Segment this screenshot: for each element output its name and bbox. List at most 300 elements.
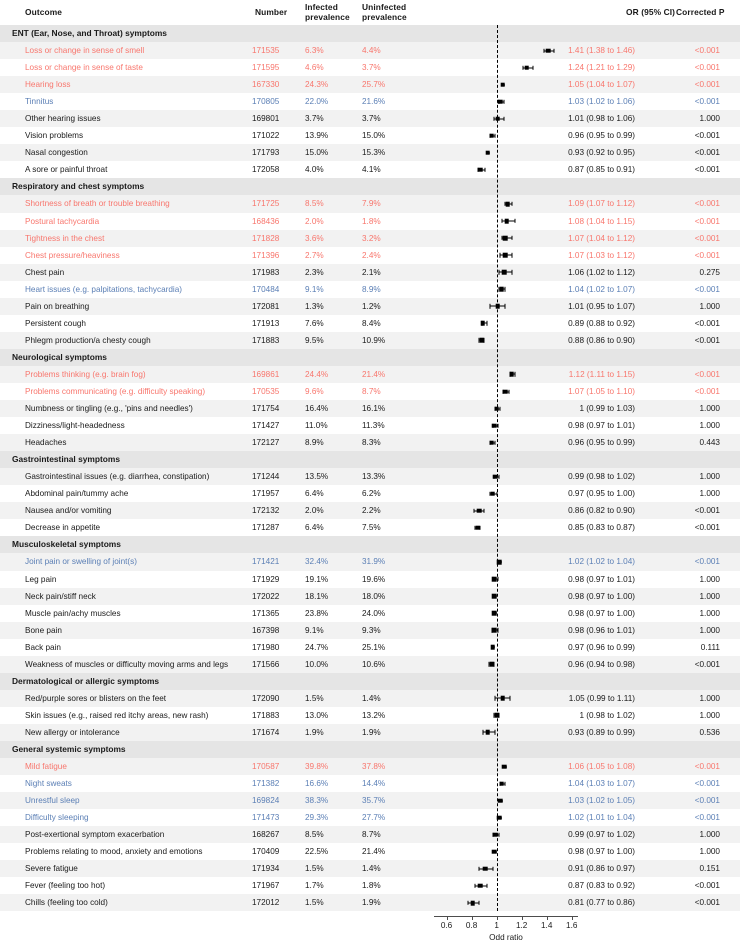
forest-marker-group xyxy=(434,42,578,59)
table-row xyxy=(0,809,740,826)
forest-marker-group xyxy=(434,519,578,536)
row-uninfected-prevalence: 1.4% xyxy=(362,693,381,703)
forest-marker-group xyxy=(434,298,578,315)
row-outcome-label: Gastrointestinal issues (e.g. diarrhea, constipation) xyxy=(25,472,210,482)
row-infected-prevalence: 24.4% xyxy=(305,369,329,379)
table-row xyxy=(0,690,740,707)
row-infected-prevalence: 1.3% xyxy=(305,301,324,311)
row-infected-prevalence: 3.6% xyxy=(305,233,324,243)
forest-marker-group xyxy=(434,553,578,570)
forest-marker-group xyxy=(434,468,578,485)
ci-cap-upper xyxy=(500,406,501,410)
row-corrected-p: 1.000 xyxy=(699,830,720,840)
forest-marker-group xyxy=(434,707,578,724)
row-number: 171473 xyxy=(252,813,280,823)
row-corrected-p: <0.001 xyxy=(694,898,720,908)
forest-marker-group xyxy=(434,434,578,451)
row-corrected-p: <0.001 xyxy=(694,165,720,175)
odds-ratio-point xyxy=(483,867,488,872)
row-uninfected-prevalence: 27.7% xyxy=(362,813,386,823)
odds-ratio-point xyxy=(504,219,509,224)
row-or-ci: 1.04 (1.02 to 1.07) xyxy=(568,284,635,294)
row-or-ci: 0.96 (0.95 to 0.99) xyxy=(568,131,635,141)
row-infected-prevalence: 22.0% xyxy=(305,97,329,107)
row-number: 170805 xyxy=(252,97,280,107)
row-or-ci: 1 (0.99 to 1.03) xyxy=(579,404,635,414)
forest-marker-group xyxy=(434,588,578,605)
row-uninfected-prevalence: 18.0% xyxy=(362,591,386,601)
row-corrected-p: 1.000 xyxy=(699,421,720,431)
row-corrected-p: <0.001 xyxy=(694,131,720,141)
row-corrected-p: <0.001 xyxy=(694,369,720,379)
row-or-ci: 0.97 (0.96 to 0.99) xyxy=(568,642,635,652)
row-uninfected-prevalence: 7.9% xyxy=(362,199,381,209)
row-infected-prevalence: 22.5% xyxy=(305,847,329,857)
row-uninfected-prevalence: 1.8% xyxy=(362,881,381,891)
row-number: 172022 xyxy=(252,591,280,601)
table-row xyxy=(0,843,740,860)
row-outcome-label: Mild fatigue xyxy=(25,762,67,772)
axis-tick-label: 1.4 xyxy=(540,921,553,931)
ci-cap-upper xyxy=(532,65,533,69)
row-number: 171566 xyxy=(252,659,280,669)
row-or-ci: 0.96 (0.94 to 0.98) xyxy=(568,659,635,669)
axis-tick-label: 0.8 xyxy=(465,921,478,931)
row-number: 171365 xyxy=(252,608,280,618)
row-outcome-label: Problems communicating (e.g. difficulty speaking) xyxy=(25,386,206,396)
row-corrected-p: 1.000 xyxy=(699,114,720,124)
row-corrected-p: 1.000 xyxy=(699,404,720,414)
table-row xyxy=(0,502,740,519)
ci-cap-upper xyxy=(511,253,512,257)
row-uninfected-prevalence: 2.1% xyxy=(362,267,381,277)
table-row xyxy=(0,860,740,877)
table-row xyxy=(0,434,740,451)
row-outcome-label: Bone pain xyxy=(25,625,62,635)
row-infected-prevalence: 23.8% xyxy=(305,608,329,618)
column-header-corrected-p: Corrected P xyxy=(676,7,725,17)
section-header-row xyxy=(0,178,740,195)
table-row xyxy=(0,144,740,161)
ci-cap-lower xyxy=(499,270,500,274)
row-or-ci: 0.86 (0.82 to 0.90) xyxy=(568,506,635,516)
odds-ratio-point xyxy=(478,884,483,889)
odds-ratio-point xyxy=(499,781,504,786)
ci-cap-lower xyxy=(501,236,502,240)
row-or-ci: 1.08 (1.04 to 1.15) xyxy=(568,216,635,226)
row-number: 170587 xyxy=(252,762,280,772)
row-or-ci: 0.91 (0.86 to 0.97) xyxy=(568,864,635,874)
odds-ratio-point xyxy=(524,65,529,70)
row-or-ci: 0.99 (0.98 to 1.02) xyxy=(568,472,635,482)
row-outcome-label: Nasal congestion xyxy=(25,148,88,158)
row-infected-prevalence: 16.4% xyxy=(305,404,329,414)
row-outcome-label: Heart issues (e.g. palpitations, tachycardia) xyxy=(25,284,183,294)
row-uninfected-prevalence: 25.1% xyxy=(362,642,386,652)
row-infected-prevalence: 6.4% xyxy=(305,523,324,533)
row-corrected-p: <0.001 xyxy=(694,216,720,226)
row-or-ci: 0.96 (0.95 to 0.99) xyxy=(568,438,635,448)
table-row xyxy=(0,264,740,281)
ci-cap-upper xyxy=(554,48,555,52)
column-header-uninfected-line1: Uninfected xyxy=(362,2,407,12)
row-outcome-label: Night sweats xyxy=(25,779,72,789)
forest-marker-group xyxy=(434,571,578,588)
row-number: 168267 xyxy=(252,830,280,840)
row-outcome-label: Pain on breathing xyxy=(25,301,90,311)
ci-cap-lower xyxy=(494,117,495,121)
row-or-ci: 0.87 (0.85 to 0.91) xyxy=(568,165,635,175)
row-infected-prevalence: 4.6% xyxy=(305,63,324,73)
forest-marker-group xyxy=(434,860,578,877)
row-or-ci: 0.98 (0.97 to 1.00) xyxy=(568,591,635,601)
odds-ratio-point xyxy=(489,134,494,139)
ci-cap-lower xyxy=(467,901,468,905)
table-row xyxy=(0,519,740,536)
section-header-row xyxy=(0,25,740,42)
odds-ratio-point xyxy=(489,662,494,667)
row-outcome-label: Headaches xyxy=(25,438,67,448)
row-or-ci: 1.02 (1.02 to 1.04) xyxy=(568,557,635,567)
row-or-ci: 1.05 (0.99 to 1.11) xyxy=(568,693,635,703)
forest-marker-group xyxy=(434,605,578,622)
row-outcome-label: Chills (feeling too cold) xyxy=(25,898,108,908)
row-or-ci: 1.04 (1.03 to 1.07) xyxy=(568,779,635,789)
row-number: 171022 xyxy=(252,131,280,141)
section-title: Respiratory and chest symptoms xyxy=(12,181,145,192)
x-axis xyxy=(434,916,578,950)
ci-cap-upper xyxy=(499,833,500,837)
odds-ratio-point xyxy=(503,253,508,258)
ci-cap-lower xyxy=(474,509,475,513)
row-number: 171883 xyxy=(252,710,280,720)
row-uninfected-prevalence: 13.2% xyxy=(362,710,386,720)
row-infected-prevalence: 18.1% xyxy=(305,591,329,601)
table-row xyxy=(0,656,740,673)
row-number: 171674 xyxy=(252,727,280,737)
forest-marker-group xyxy=(434,264,578,281)
row-outcome-label: Vision problems xyxy=(25,131,84,141)
row-or-ci: 1.01 (0.95 to 1.07) xyxy=(568,301,635,311)
table-row xyxy=(0,877,740,894)
table-body xyxy=(0,25,740,911)
table-row xyxy=(0,247,740,264)
odds-ratio-point xyxy=(476,526,481,531)
row-number: 171793 xyxy=(252,148,280,158)
row-number: 172132 xyxy=(252,506,280,516)
table-row xyxy=(0,332,740,349)
row-outcome-label: Decrease in appetite xyxy=(25,523,101,533)
row-corrected-p: 1.000 xyxy=(699,693,720,703)
row-or-ci: 0.98 (0.97 to 1.01) xyxy=(568,421,635,431)
table-row xyxy=(0,315,740,332)
row-corrected-p: <0.001 xyxy=(694,386,720,396)
row-uninfected-prevalence: 15.3% xyxy=(362,148,386,158)
row-or-ci: 1.12 (1.11 to 1.15) xyxy=(568,369,635,379)
row-uninfected-prevalence: 1.4% xyxy=(362,864,381,874)
table-row xyxy=(0,707,740,724)
row-number: 171287 xyxy=(252,523,280,533)
row-outcome-label: Chest pain xyxy=(25,267,65,277)
row-number: 171967 xyxy=(252,881,280,891)
row-uninfected-prevalence: 24.0% xyxy=(362,608,386,618)
row-outcome-label: Post-exertional symptom exacerbation xyxy=(25,830,165,840)
row-corrected-p: 1.000 xyxy=(699,625,720,635)
ci-cap-upper xyxy=(486,884,487,888)
row-number: 172090 xyxy=(252,693,280,703)
table-row xyxy=(0,383,740,400)
table-row xyxy=(0,792,740,809)
row-uninfected-prevalence: 10.9% xyxy=(362,335,386,345)
forest-marker-group xyxy=(434,281,578,298)
column-header-uninfected-line2: prevalence xyxy=(362,12,407,22)
row-number: 171754 xyxy=(252,404,280,414)
table-row xyxy=(0,724,740,741)
row-uninfected-prevalence: 3.7% xyxy=(362,114,381,124)
column-header-uninfected-prevalence xyxy=(362,2,430,22)
section-title: Musculoskeletal symptoms xyxy=(12,539,121,550)
odds-ratio-point xyxy=(491,491,496,496)
row-number: 170535 xyxy=(252,386,280,396)
table-row xyxy=(0,76,740,93)
row-corrected-p: 1.000 xyxy=(699,301,720,311)
row-uninfected-prevalence: 1.2% xyxy=(362,301,381,311)
axis-tick-label: 1.2 xyxy=(515,921,528,931)
row-outcome-label: Neck pain/stiff neck xyxy=(25,591,96,601)
odds-ratio-point xyxy=(503,389,508,394)
row-or-ci: 1.03 (1.02 to 1.05) xyxy=(568,796,635,806)
axis-tick-label: 0.6 xyxy=(440,921,453,931)
forest-marker-group xyxy=(434,93,578,110)
row-uninfected-prevalence: 10.6% xyxy=(362,659,386,669)
table-row xyxy=(0,553,740,570)
row-outcome-label: Skin issues (e.g., raised red itchy areas, new rash) xyxy=(25,710,209,720)
row-outcome-label: Muscle pain/achy muscles xyxy=(25,608,121,618)
odds-ratio-point xyxy=(499,287,504,292)
row-outcome-label: Weakness of muscles or difficulty moving arms and legs xyxy=(25,659,229,669)
row-or-ci: 1.03 (1.02 to 1.06) xyxy=(568,97,635,107)
row-corrected-p: 0.151 xyxy=(699,864,720,874)
row-or-ci: 1.24 (1.21 to 1.29) xyxy=(568,63,635,73)
row-number: 172012 xyxy=(252,898,280,908)
row-corrected-p: 1.000 xyxy=(699,472,720,482)
odds-ratio-point xyxy=(498,99,503,104)
row-infected-prevalence: 32.4% xyxy=(305,557,329,567)
forest-marker-group xyxy=(434,690,578,707)
odds-ratio-point xyxy=(501,696,506,701)
row-corrected-p: <0.001 xyxy=(694,813,720,823)
forest-marker-group xyxy=(434,213,578,230)
forest-marker-group xyxy=(434,826,578,843)
odds-ratio-point xyxy=(479,338,484,343)
odds-ratio-point xyxy=(503,236,508,241)
row-number: 171595 xyxy=(252,63,280,73)
row-uninfected-prevalence: 31.9% xyxy=(362,557,386,567)
section-header-row xyxy=(0,536,740,553)
row-outcome-label: Hearing loss xyxy=(25,80,71,90)
table-row xyxy=(0,826,740,843)
row-outcome-label: Leg pain xyxy=(25,574,57,584)
ci-cap-upper xyxy=(485,168,486,172)
forest-marker-group xyxy=(434,417,578,434)
axis-tick xyxy=(447,916,448,920)
row-outcome-label: Problems thinking (e.g. brain fog) xyxy=(25,369,146,379)
row-infected-prevalence: 2.7% xyxy=(305,250,324,260)
row-or-ci: 0.93 (0.89 to 0.99) xyxy=(568,727,635,737)
axis-title: Odd ratio xyxy=(489,933,523,943)
ci-cap-lower xyxy=(522,65,523,69)
row-corrected-p: <0.001 xyxy=(694,318,720,328)
row-number: 170484 xyxy=(252,284,280,294)
row-uninfected-prevalence: 1.8% xyxy=(362,216,381,226)
forest-marker-group xyxy=(434,724,578,741)
table-row xyxy=(0,605,740,622)
ci-cap-lower xyxy=(490,304,491,308)
row-or-ci: 1.41 (1.38 to 1.46) xyxy=(568,46,635,56)
row-infected-prevalence: 9.5% xyxy=(305,335,324,345)
row-number: 171934 xyxy=(252,864,280,874)
row-corrected-p: <0.001 xyxy=(694,97,720,107)
ci-cap-upper xyxy=(510,696,511,700)
ci-cap-lower xyxy=(544,48,545,52)
row-outcome-label: Other hearing issues xyxy=(25,114,101,124)
row-number: 171929 xyxy=(252,574,280,584)
forest-marker-group xyxy=(434,639,578,656)
row-number: 168436 xyxy=(252,216,280,226)
row-outcome-label: Numbness or tingling (e.g., 'pins and needles') xyxy=(25,404,193,414)
row-infected-prevalence: 39.8% xyxy=(305,762,329,772)
row-infected-prevalence: 13.9% xyxy=(305,131,329,141)
row-corrected-p: <0.001 xyxy=(694,250,720,260)
forest-marker-group xyxy=(434,775,578,792)
forest-marker-group xyxy=(434,144,578,161)
forest-marker-group xyxy=(434,843,578,860)
row-outcome-label: Persistent cough xyxy=(25,318,86,328)
row-corrected-p: 0.275 xyxy=(699,267,720,277)
row-number: 171382 xyxy=(252,779,280,789)
forest-marker-group xyxy=(434,656,578,673)
row-corrected-p: 1.000 xyxy=(699,710,720,720)
row-corrected-p: 0.111 xyxy=(700,642,720,652)
row-uninfected-prevalence: 2.2% xyxy=(362,506,381,516)
column-header-outcome: Outcome xyxy=(25,7,62,17)
forest-marker-group xyxy=(434,758,578,775)
row-uninfected-prevalence: 1.9% xyxy=(362,727,381,737)
section-title: General systemic symptoms xyxy=(12,743,126,754)
row-uninfected-prevalence: 8.7% xyxy=(362,386,381,396)
forest-marker-group xyxy=(434,195,578,212)
odds-ratio-point xyxy=(498,798,503,803)
row-outcome-label: A sore or painful throat xyxy=(25,165,108,175)
forest-marker-group xyxy=(434,315,578,332)
row-corrected-p: <0.001 xyxy=(694,63,720,73)
row-or-ci: 0.81 (0.77 to 0.86) xyxy=(568,898,635,908)
table-row xyxy=(0,230,740,247)
ci-cap-upper xyxy=(505,304,506,308)
row-number: 172081 xyxy=(252,301,280,311)
forest-marker-group xyxy=(434,230,578,247)
row-infected-prevalence: 24.3% xyxy=(305,80,329,90)
ci-cap-upper xyxy=(515,219,516,223)
table-row xyxy=(0,366,740,383)
row-or-ci: 1.07 (1.04 to 1.12) xyxy=(568,233,635,243)
row-uninfected-prevalence: 37.8% xyxy=(362,762,386,772)
row-or-ci: 0.87 (0.83 to 0.92) xyxy=(568,881,635,891)
row-uninfected-prevalence: 21.4% xyxy=(362,847,386,857)
row-uninfected-prevalence: 9.3% xyxy=(362,625,381,635)
row-or-ci: 0.97 (0.95 to 1.00) xyxy=(568,489,635,499)
row-infected-prevalence: 1.5% xyxy=(305,864,324,874)
odds-ratio-point xyxy=(481,321,486,326)
row-outcome-label: Dizziness/light-headedness xyxy=(25,421,125,431)
row-number: 171725 xyxy=(252,199,280,209)
row-outcome-label: Tightness in the chest xyxy=(25,233,105,243)
table-row xyxy=(0,894,740,911)
ci-cap-upper xyxy=(511,236,512,240)
table-row xyxy=(0,485,740,502)
row-infected-prevalence: 7.6% xyxy=(305,318,324,328)
row-corrected-p: <0.001 xyxy=(694,80,720,90)
row-corrected-p: 1.000 xyxy=(699,591,720,601)
row-infected-prevalence: 9.1% xyxy=(305,625,324,635)
row-uninfected-prevalence: 13.3% xyxy=(362,472,386,482)
table-row xyxy=(0,758,740,775)
ci-cap-upper xyxy=(484,509,485,513)
ci-cap-upper xyxy=(515,372,516,376)
row-outcome-label: Chest pressure/heaviness xyxy=(25,250,120,260)
row-corrected-p: 1.000 xyxy=(699,574,720,584)
row-number: 169824 xyxy=(252,796,280,806)
axis-tick-label: 1 xyxy=(494,921,499,931)
row-outcome-label: Loss or change in sense of taste xyxy=(25,63,143,73)
row-infected-prevalence: 9.1% xyxy=(305,284,324,294)
forest-marker-group xyxy=(434,161,578,178)
row-corrected-p: 0.536 xyxy=(699,727,720,737)
forest-marker-group xyxy=(434,59,578,76)
ci-cap-upper xyxy=(492,867,493,871)
row-corrected-p: <0.001 xyxy=(694,233,720,243)
row-outcome-label: Phlegm production/a chesty cough xyxy=(25,335,151,345)
row-or-ci: 1.07 (1.03 to 1.12) xyxy=(568,250,635,260)
ci-cap-upper xyxy=(505,781,506,785)
forest-marker-group xyxy=(434,332,578,349)
section-header-row xyxy=(0,673,740,690)
ci-cap-upper xyxy=(511,270,512,274)
row-infected-prevalence: 11.0% xyxy=(305,421,328,431)
forest-marker-group xyxy=(434,110,578,127)
row-uninfected-prevalence: 16.1% xyxy=(362,404,386,414)
row-uninfected-prevalence: 21.6% xyxy=(362,97,386,107)
table-row xyxy=(0,281,740,298)
row-infected-prevalence: 4.0% xyxy=(305,165,324,175)
reference-line-or-1 xyxy=(497,25,498,911)
row-infected-prevalence: 29.3% xyxy=(305,813,329,823)
odds-ratio-point xyxy=(509,372,514,377)
row-outcome-label: Red/purple sores or blisters on the feet xyxy=(25,693,167,703)
row-uninfected-prevalence: 14.4% xyxy=(362,779,386,789)
row-uninfected-prevalence: 4.4% xyxy=(362,46,381,56)
row-infected-prevalence: 8.5% xyxy=(305,199,324,209)
row-or-ci: 0.98 (0.96 to 1.01) xyxy=(568,625,635,635)
row-or-ci: 0.89 (0.88 to 0.92) xyxy=(568,318,635,328)
odds-ratio-point xyxy=(489,440,494,445)
forest-marker-group xyxy=(434,366,578,383)
ci-cap-upper xyxy=(505,287,506,291)
table-row xyxy=(0,588,740,605)
row-or-ci: 0.88 (0.86 to 0.90) xyxy=(568,335,635,345)
row-corrected-p: <0.001 xyxy=(694,199,720,209)
row-infected-prevalence: 6.4% xyxy=(305,489,324,499)
